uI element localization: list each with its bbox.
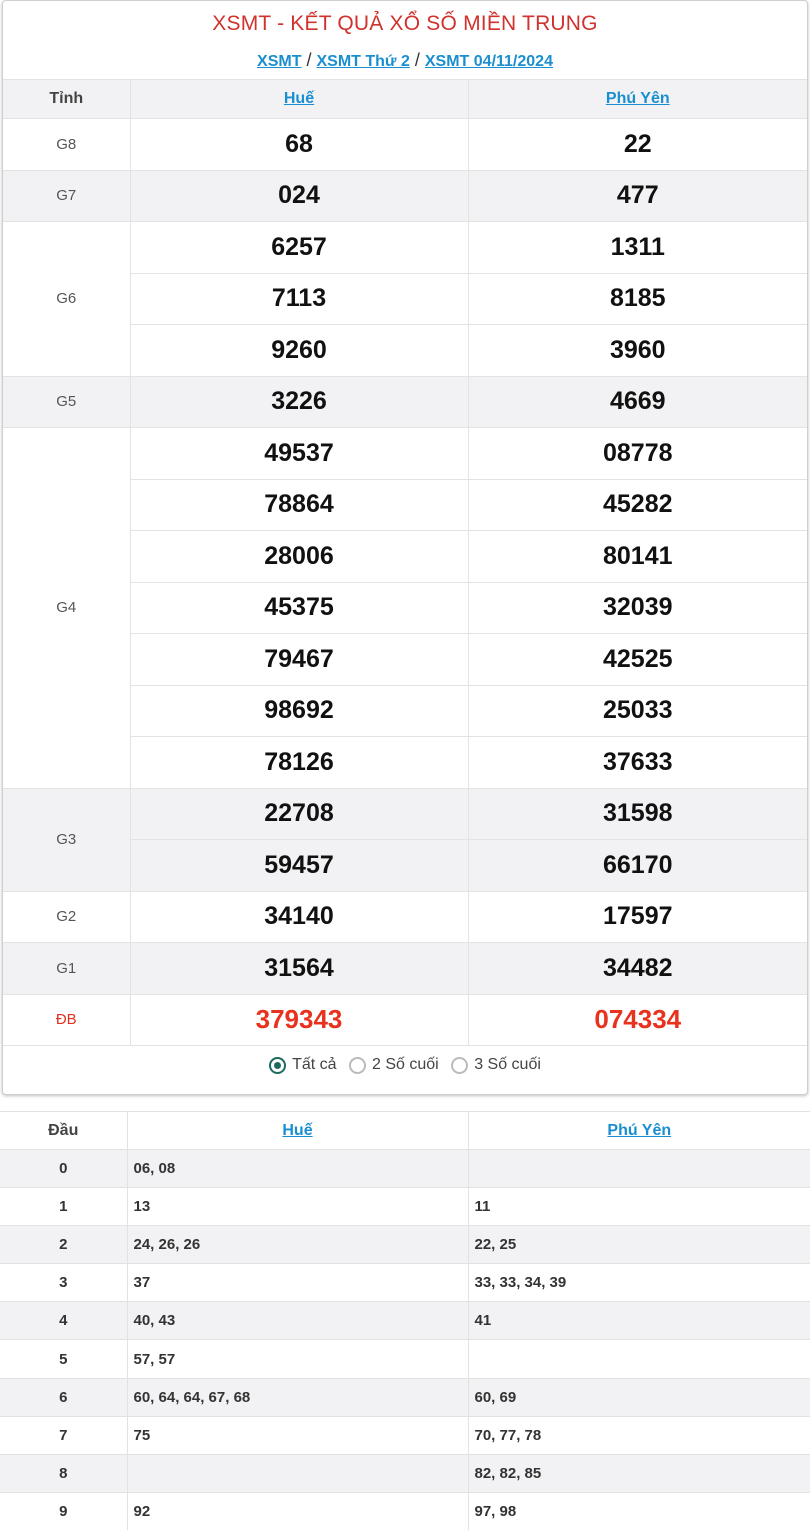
prize-row [3, 428, 807, 480]
result-number: 22 [468, 119, 807, 171]
province-header-hue [130, 80, 468, 119]
result-number: 1311 [468, 222, 807, 274]
prize-row [3, 994, 807, 1046]
prize-row [3, 943, 807, 995]
result-number: 3226 [130, 376, 468, 428]
dau-digit: 9 [0, 1492, 127, 1530]
dau-values [468, 1340, 810, 1378]
dau-row [0, 1302, 810, 1340]
result-number: 68 [130, 119, 468, 171]
dau-values: 57, 57 [127, 1340, 468, 1378]
dau-row [0, 1188, 810, 1226]
dau-table [0, 1111, 810, 1530]
dau-body [0, 1112, 810, 1530]
result-number: 22708 [130, 788, 468, 840]
results-body [3, 80, 807, 1046]
dau-header-hue [127, 1112, 468, 1150]
dau-column-header: Đầu [0, 1112, 127, 1150]
prize-row [3, 376, 807, 428]
filter-option-last-2[interactable] [349, 1056, 439, 1074]
dau-values: 60, 69 [468, 1378, 810, 1416]
breadcrumb-link-date[interactable]: XSMT 04/11/2024 [424, 53, 553, 70]
result-number: 024 [130, 170, 468, 222]
filter-option-last-3[interactable] [451, 1056, 541, 1074]
result-number: 477 [468, 170, 807, 222]
dau-row [0, 1264, 810, 1302]
dau-values [468, 1150, 810, 1188]
dau-digit: 5 [0, 1340, 127, 1378]
result-number: 45282 [468, 479, 807, 531]
dau-values: 37 [127, 1264, 468, 1302]
dau-row [0, 1226, 810, 1264]
result-number: 45375 [130, 582, 468, 634]
results-table [3, 79, 807, 1046]
dau-row [0, 1340, 810, 1378]
result-number: 9260 [130, 325, 468, 377]
prize-row [3, 788, 807, 840]
result-number: 59457 [130, 840, 468, 892]
prize-label: G7 [3, 170, 130, 222]
filter-option-label: 3 Số cuối [474, 1056, 541, 1073]
result-number: 3960 [468, 325, 807, 377]
breadcrumb-separator: / [306, 50, 312, 70]
result-number: 49537 [130, 428, 468, 480]
result-number: 80141 [468, 531, 807, 583]
breadcrumb-link-weekday[interactable]: XSMT Thứ 2 [316, 53, 410, 70]
prize-label: G3 [3, 788, 130, 891]
dau-values: 82, 82, 85 [468, 1454, 810, 1492]
dau-row [0, 1416, 810, 1454]
result-number: 31598 [468, 788, 807, 840]
radio-selected-icon[interactable] [269, 1057, 286, 1074]
result-number: 08778 [468, 428, 807, 480]
prize-label: G5 [3, 376, 130, 428]
breadcrumb-separator: / [414, 50, 420, 70]
result-number: 37633 [468, 737, 807, 789]
dau-digit: 8 [0, 1454, 127, 1492]
dau-digit: 3 [0, 1264, 127, 1302]
result-number: 17597 [468, 891, 807, 943]
prize-label: G1 [3, 943, 130, 995]
prize-row [3, 222, 807, 274]
result-number: 6257 [130, 222, 468, 274]
dau-digit: 4 [0, 1302, 127, 1340]
dau-values [127, 1454, 468, 1492]
dau-row [0, 1150, 810, 1188]
result-number: 34140 [130, 891, 468, 943]
result-number: 8185 [468, 273, 807, 325]
dau-row [0, 1378, 810, 1416]
prize-row [3, 119, 807, 171]
dau-values: 13 [127, 1188, 468, 1226]
radio-icon[interactable] [349, 1057, 366, 1074]
prize-label: G4 [3, 428, 130, 789]
dau-values: 24, 26, 26 [127, 1226, 468, 1264]
result-number: 28006 [130, 531, 468, 583]
result-number: 98692 [130, 685, 468, 737]
dau-digit: 1 [0, 1188, 127, 1226]
dau-header-row [0, 1112, 810, 1150]
page-title: XSMT - KẾT QUẢ XỔ SỐ MIỀN TRUNG [212, 12, 598, 35]
dau-province-link-phu-yen[interactable]: Phú Yên [607, 1121, 672, 1139]
province-header-phu-yen [468, 80, 807, 119]
dau-digit: 0 [0, 1150, 127, 1188]
filter-option-all[interactable] [269, 1056, 336, 1074]
province-column-header: Tỉnh [3, 80, 130, 119]
result-number: 66170 [468, 840, 807, 892]
prize-label: ĐB [3, 994, 130, 1046]
result-number: 379343 [130, 994, 468, 1046]
prize-row [3, 891, 807, 943]
result-number: 25033 [468, 685, 807, 737]
result-number: 42525 [468, 634, 807, 686]
number-filter [3, 1056, 807, 1079]
dau-digit: 2 [0, 1226, 127, 1264]
results-card [2, 0, 808, 1095]
prize-label: G8 [3, 119, 130, 171]
breadcrumb-link-xsmt[interactable]: XSMT [257, 53, 302, 70]
dau-values: 97, 98 [468, 1492, 810, 1530]
dau-values: 60, 64, 64, 67, 68 [127, 1378, 468, 1416]
dau-values: 22, 25 [468, 1226, 810, 1264]
radio-icon[interactable] [451, 1057, 468, 1074]
result-number: 78126 [130, 737, 468, 789]
province-link-hue[interactable]: Huế [283, 90, 315, 107]
dau-digit: 7 [0, 1416, 127, 1454]
province-link-phu-yen[interactable]: Phú Yên [605, 90, 670, 107]
dau-values: 41 [468, 1302, 810, 1340]
results-header-row [3, 80, 807, 119]
breadcrumb [3, 50, 807, 71]
dau-values: 06, 08 [127, 1150, 468, 1188]
result-number: 78864 [130, 479, 468, 531]
prize-label: G2 [3, 891, 130, 943]
prize-row [3, 170, 807, 222]
dau-digit: 6 [0, 1378, 127, 1416]
dau-province-link-hue[interactable]: Huế [282, 1121, 313, 1139]
dau-header-phu-yen [468, 1112, 810, 1150]
dau-values: 40, 43 [127, 1302, 468, 1340]
filter-option-label: 2 Số cuối [372, 1056, 439, 1073]
result-number: 32039 [468, 582, 807, 634]
dau-values: 33, 33, 34, 39 [468, 1264, 810, 1302]
result-number: 79467 [130, 634, 468, 686]
dau-values: 92 [127, 1492, 468, 1530]
result-number: 7113 [130, 273, 468, 325]
result-number: 34482 [468, 943, 807, 995]
dau-values: 70, 77, 78 [468, 1416, 810, 1454]
dau-row [0, 1454, 810, 1492]
result-number: 4669 [468, 376, 807, 428]
result-number: 31564 [130, 943, 468, 995]
filter-option-label: Tất cả [292, 1056, 337, 1073]
result-number: 074334 [468, 994, 807, 1046]
dau-values: 11 [468, 1188, 810, 1226]
dau-row [0, 1492, 810, 1530]
prize-label: G6 [3, 222, 130, 377]
dau-values: 75 [127, 1416, 468, 1454]
